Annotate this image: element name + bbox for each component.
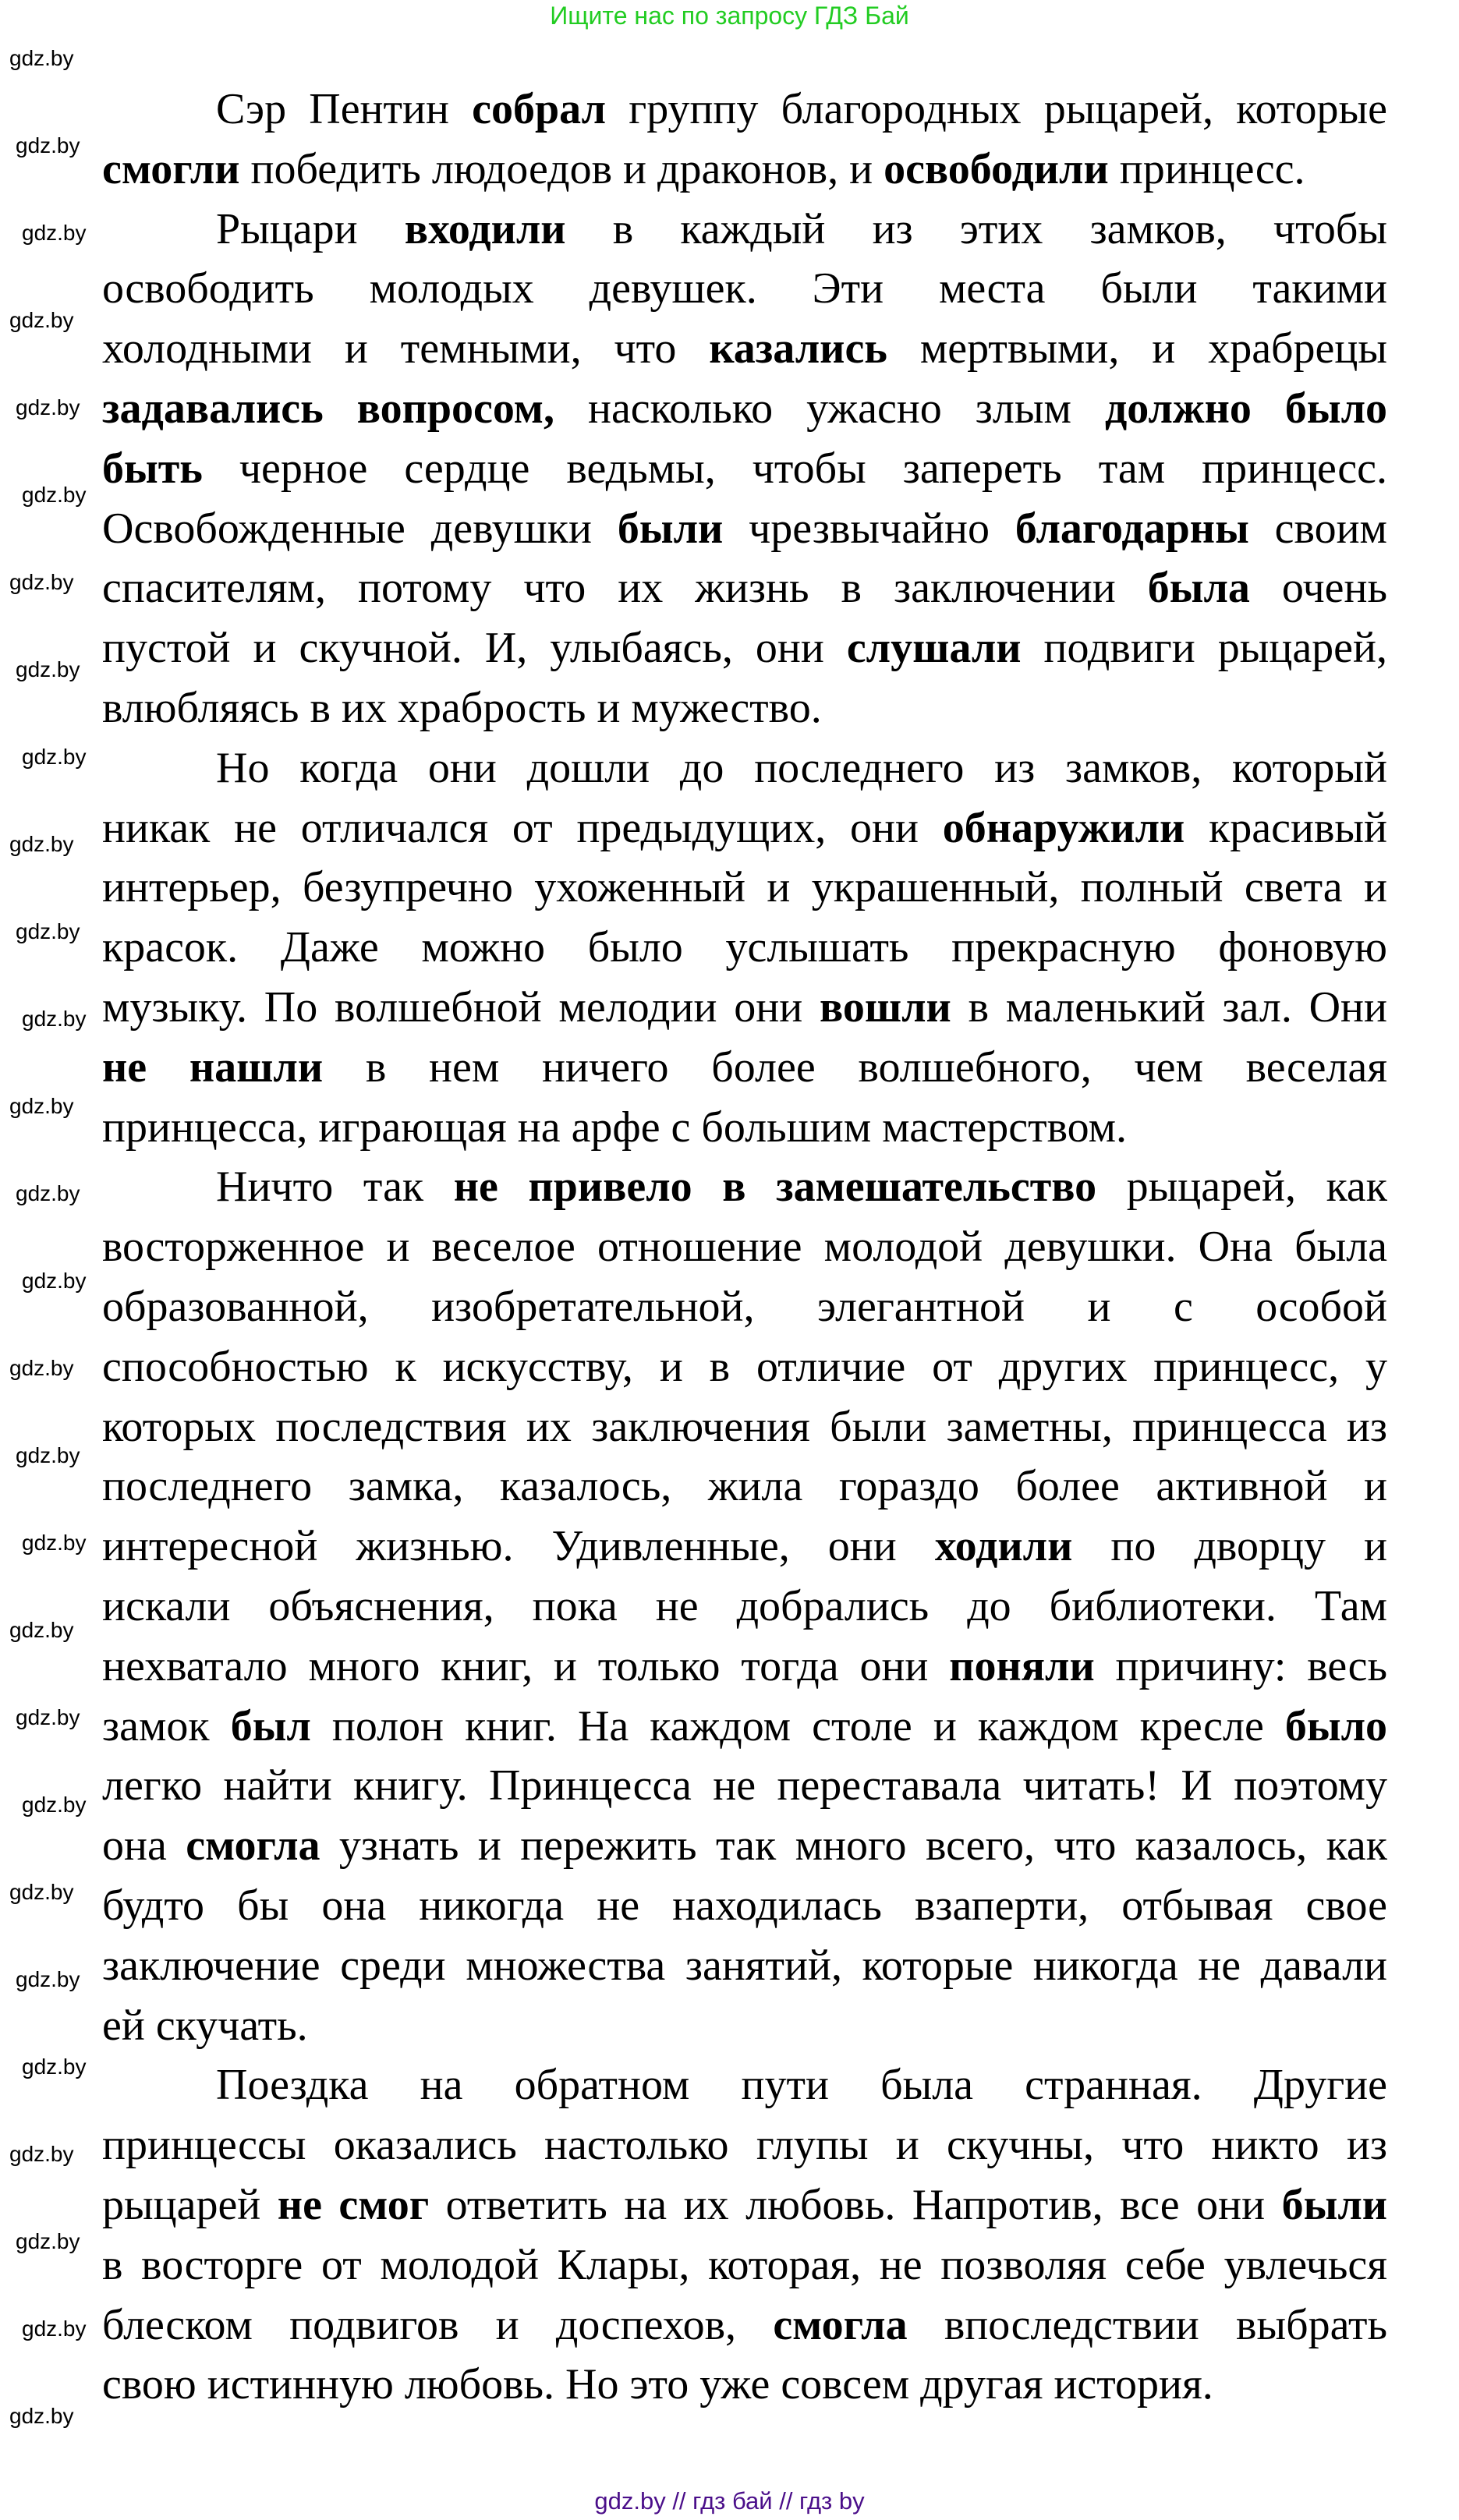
watermark-text: gdz.by	[16, 395, 80, 419]
watermark-text: gdz.by	[9, 2404, 74, 2428]
text-line	[102, 2359, 1387, 2409]
bold-verb: смогла	[186, 1821, 320, 1871]
watermark-text: gdz.by	[22, 2055, 87, 2079]
text-segment: своим	[1248, 504, 1387, 553]
watermark-text: gdz.by	[22, 745, 87, 769]
text-line	[102, 1402, 1387, 1452]
watermark-text: gdz.by	[9, 832, 74, 856]
watermark-text: gdz.by	[22, 483, 87, 507]
text-line	[102, 444, 1387, 494]
bold-verb: была	[1147, 564, 1250, 613]
text-line	[102, 862, 1387, 912]
text-line	[102, 2001, 1387, 2051]
text-segment: по дворцу и	[1072, 1522, 1387, 1571]
text-line	[102, 1761, 1387, 1810]
text-segment: черное сердце ведьмы, чтобы запереть там принцесс.	[202, 444, 1387, 493]
text-segment: группу благородных рыцарей, которые	[606, 85, 1388, 133]
bold-verb: казались	[709, 324, 887, 373]
text-line	[102, 1821, 1387, 1871]
text-segment: ей скучать.	[102, 2001, 308, 2050]
text-segment: нехватало много книг, и только тогда они	[102, 1641, 950, 1690]
bold-verb: ходили	[934, 1522, 1073, 1571]
text-segment: рыцарей	[102, 2181, 278, 2229]
text-line	[102, 144, 1387, 194]
watermark-text: gdz.by	[16, 1705, 80, 1729]
text-segment: заключение среди множества занятий, которые никогда не давали	[102, 1941, 1387, 1990]
text-segment: никак не отличался от предыдущих, они	[102, 803, 943, 852]
text-segment: освободить молодых девушек. Эти места были такими	[102, 264, 1387, 313]
text-segment: чрезвычайно	[723, 504, 1015, 553]
text-segment: Сэр Пентин	[216, 85, 473, 133]
text-segment: победить людоедов и драконов, и	[239, 144, 884, 193]
search-banner: Ищите нас по запросу ГДЗ Бай	[550, 2, 909, 30]
text-line	[102, 1042, 1387, 1092]
watermark-text: gdz.by	[9, 308, 74, 332]
text-segment: замок	[102, 1701, 231, 1750]
text-line	[102, 2180, 1387, 2230]
watermark-text: gdz.by	[16, 657, 80, 681]
text-segment: принцесс.	[1108, 144, 1305, 193]
text-segment: очень	[1249, 564, 1387, 613]
watermark-text: gdz.by	[9, 1618, 74, 1642]
text-segment: восторженное и веселое отношение молодой девушки. Она была	[102, 1223, 1387, 1272]
bold-verb: должно было	[1104, 384, 1387, 433]
text-segment: интерьер, безупречно ухоженный и украшенный, полный света и	[102, 863, 1387, 912]
watermark-text: gdz.by	[22, 1269, 87, 1293]
bold-verb: не привело в замешательство	[453, 1163, 1097, 1212]
watermark-text: gdz.by	[16, 919, 80, 943]
text-segment: причину: весь	[1094, 1641, 1388, 1690]
text-line	[216, 204, 1387, 254]
text-line	[102, 563, 1387, 613]
text-line	[216, 84, 1387, 134]
watermark-text: gdz.by	[9, 2142, 74, 2166]
watermark-text: gdz.by	[22, 2316, 87, 2341]
text-segment: рыцарей, как	[1096, 1163, 1387, 1212]
text-segment: блеском подвигов и доспехов,	[102, 2300, 774, 2349]
text-segment: ответить на их любовь. Напротив, все они	[429, 2181, 1282, 2229]
text-segment: способностью к искусству, и в отличие от других принцесс, у	[102, 1342, 1387, 1391]
text-segment: в каждый из этих замков, чтобы	[565, 204, 1387, 253]
text-segment: мертвыми, и храбрецы	[887, 324, 1387, 373]
text-segment: легко найти книгу. Принцесса не переставала читать! И поэтому	[102, 1761, 1387, 1810]
text-line	[102, 1222, 1387, 1272]
text-segment: в маленький зал. Они	[951, 983, 1387, 1032]
watermark-text: gdz.by	[22, 1793, 87, 1817]
text-line	[102, 504, 1387, 554]
text-segment: интересной жизнью. Удивленные, они	[102, 1522, 935, 1571]
text-segment: красивый	[1185, 803, 1388, 852]
text-line	[102, 2240, 1387, 2290]
text-segment: подвиги рыцарей,	[1021, 624, 1387, 673]
text-line	[102, 1521, 1387, 1571]
text-line	[102, 1941, 1387, 1991]
text-segment: влюбляясь в их храбрость и мужество.	[102, 684, 822, 732]
watermark-text: gdz.by	[16, 1967, 80, 1991]
text-line	[102, 683, 1387, 733]
text-line	[102, 2300, 1387, 2350]
text-line	[102, 623, 1387, 673]
text-line	[102, 1282, 1387, 1332]
text-segment: полон книг. На каждом столе и каждом кресле	[310, 1701, 1285, 1750]
text-segment: образованной, изобретательной, элегантной и с особой	[102, 1283, 1387, 1331]
bold-verb: вошли	[819, 983, 951, 1032]
text-segment: Освобожденные девушки	[102, 504, 618, 553]
bold-verb: поняли	[949, 1641, 1095, 1690]
watermark-text: gdz.by	[9, 1880, 74, 1904]
text-segment: принцесса, играющая на арфе с большим мастерством.	[102, 1102, 1128, 1152]
bold-verb: задавались вопросом,	[102, 384, 554, 433]
bold-verb: было	[1284, 1701, 1388, 1750]
bold-verb: был	[230, 1701, 311, 1750]
text-segment: Поездка на обратном пути была странная. Другие	[216, 2061, 1387, 2110]
text-segment: которых последствия их заключения были заметны, принцесса из	[102, 1402, 1387, 1451]
bold-verb: не нашли	[102, 1042, 324, 1092]
text-line	[102, 1701, 1387, 1751]
text-line	[102, 1581, 1387, 1631]
text-line	[102, 1102, 1387, 1152]
bold-verb: смогли	[102, 144, 240, 193]
watermark-text: gdz.by	[16, 1181, 80, 1205]
watermark-text: gdz.by	[9, 46, 74, 70]
text-segment: свою истинную любовь. Но это уже совсем другая история.	[102, 2360, 1213, 2409]
bold-verb: благодарны	[1015, 504, 1249, 553]
text-segment: будто бы она никогда не находилась взаперти, отбывая свое	[102, 1881, 1387, 1930]
text-line	[102, 1461, 1387, 1511]
text-segment: музыку. По волшебной мелодии они	[102, 983, 820, 1032]
text-segment: Ничто так	[216, 1163, 454, 1212]
text-segment: насколько ужасно злым	[554, 384, 1105, 433]
text-line	[102, 384, 1387, 434]
text-line	[216, 1162, 1387, 1212]
text-line	[102, 2120, 1387, 2170]
watermark-text: gdz.by	[22, 1531, 87, 1555]
text-segment: последнего замка, казалось, жила гораздо более активной и	[102, 1462, 1387, 1511]
watermark-text: gdz.by	[9, 1356, 74, 1380]
bold-verb: обнаружили	[942, 803, 1185, 852]
text-segment: принцессы оказались настолько глупы и скучны, что никто из	[102, 2121, 1387, 2170]
bold-verb: не смог	[277, 2181, 430, 2229]
watermark-text: gdz.by	[16, 133, 80, 158]
bold-verb: смогла	[773, 2300, 908, 2349]
text-segment: впоследствии выбрать	[907, 2300, 1387, 2349]
bold-verb: слушали	[846, 624, 1022, 673]
bold-verb: собрал	[472, 85, 607, 133]
text-line	[102, 922, 1387, 972]
text-segment: Но когда они дошли до последнего из замков, который	[216, 743, 1387, 792]
bold-verb: входили	[404, 204, 566, 253]
text-segment: в нем ничего более волшебного, чем веселая	[323, 1042, 1387, 1092]
watermark-text: gdz.by	[22, 1007, 87, 1031]
text-segment: в восторге от молодой Клары, которая, не позволяя себе увлечься	[102, 2240, 1387, 2289]
text-line	[102, 1342, 1387, 1392]
bold-verb: быть	[102, 444, 203, 493]
text-segment: красок. Даже можно было услышать прекрасную фоновую	[102, 923, 1387, 972]
text-line	[102, 1641, 1387, 1691]
text-segment: она	[102, 1821, 186, 1871]
bold-verb: были	[617, 504, 724, 553]
watermark-text: gdz.by	[9, 1094, 74, 1118]
text-line	[102, 982, 1387, 1032]
text-line	[102, 803, 1387, 853]
text-line	[216, 2060, 1387, 2110]
bold-verb: были	[1281, 2181, 1388, 2229]
text-segment: холодными и темными, что	[102, 324, 710, 373]
text-segment: искали объяснения, пока не добрались до библиотеки. Там	[102, 1582, 1387, 1630]
text-segment: пустой и скучной. И, улыбаясь, они	[102, 624, 847, 673]
text-line	[102, 1881, 1387, 1931]
text-line	[216, 743, 1387, 793]
bold-verb: освободили	[884, 144, 1109, 193]
text-line	[102, 264, 1387, 313]
watermark-text: gdz.by	[16, 1443, 80, 1467]
text-segment: узнать и пережить так много всего, что казалось, как	[320, 1821, 1387, 1871]
watermark-text: gdz.by	[9, 570, 74, 594]
text-segment: Рыцари	[216, 204, 405, 253]
footer-banner: gdz.by // гдз бай // гдз by	[594, 2487, 865, 2515]
text-line	[102, 324, 1387, 373]
text-segment: спасителям, потому что их жизнь в заключении	[102, 564, 1148, 613]
watermark-text: gdz.by	[16, 2229, 80, 2253]
watermark-text: gdz.by	[22, 221, 87, 245]
